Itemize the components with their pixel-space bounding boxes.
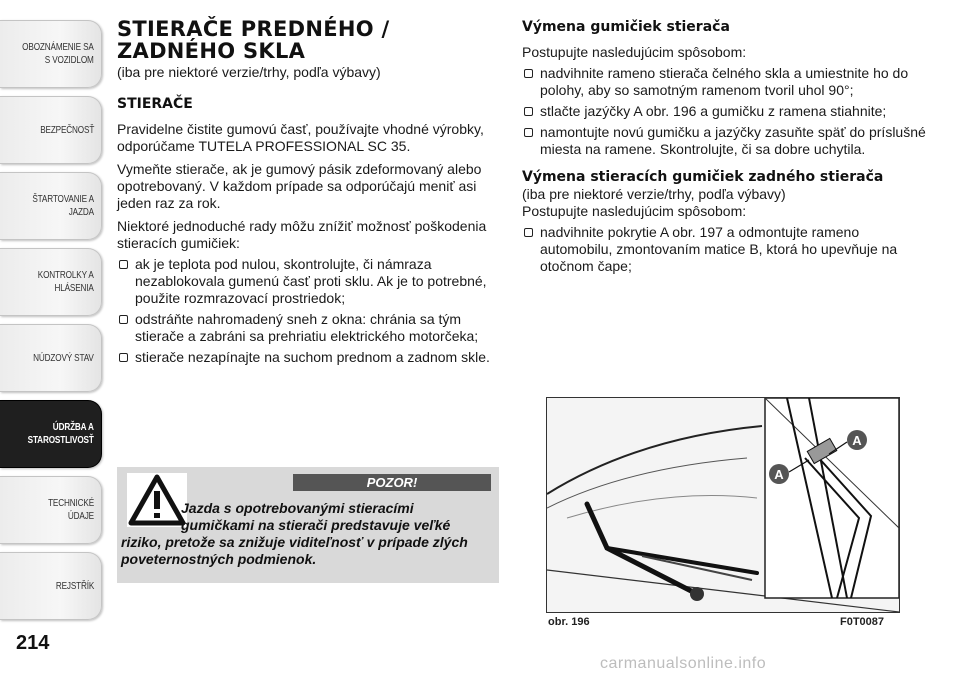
procedure-intro: Postupujte nasledujúcim spôsobom: xyxy=(522,44,747,60)
list-item: stlačte jazýčky A obr. 196 a gumičku z ramena stiahnite; xyxy=(522,103,934,120)
tab-label: BEZPEČNOSŤ xyxy=(40,123,94,136)
left-column xyxy=(117,18,499,370)
tab-kontrolky[interactable] xyxy=(0,248,102,316)
warning-box xyxy=(117,467,499,583)
tab-label: TECHNICKÉ ÚDAJE xyxy=(48,497,94,522)
tab-nudzovy-stav[interactable] xyxy=(0,324,102,392)
figure-196 xyxy=(546,397,900,613)
warning-line: gumičkami na stierači predstavuje veľké xyxy=(181,517,451,533)
wiper-illustration xyxy=(547,398,899,612)
paragraph-tips: Niektoré jednoduché rady môžu znížiť možnosť poškodenia stieracích gumičiek: xyxy=(117,218,487,251)
paragraph-cleaning: Pravidelne čistite gumovú časť, používajte vhodné výrobky, odporúčame TUTELA PROFESSIONAL SC 35. xyxy=(117,121,484,154)
tab-technicke-udaje[interactable] xyxy=(0,476,102,544)
figure-code: F0T0087 xyxy=(840,616,885,628)
callout-label: A xyxy=(852,433,862,448)
page-title: STIERAČE PREDNÉHO / ZADNÉHO SKLA xyxy=(117,17,390,63)
tab-udrzba-active[interactable] xyxy=(0,400,102,468)
rear-subtitle: (iba pre niektoré verzie/trhy, podľa výbavy) xyxy=(522,186,786,202)
paragraph-replace: Vymeňte stierače, ak je gumový pásik zdeformovaný alebo opotrebovaný. V každom prípade sa odporúčajú meniť asi jeden raz za rok. xyxy=(117,161,482,211)
warning-line: Jazda s opotrebovanými stieracími xyxy=(181,500,414,516)
procedure-intro: Postupujte nasledujúcim spôsobom: xyxy=(522,203,747,219)
warning-text xyxy=(121,500,495,568)
tab-oboznamenie[interactable] xyxy=(0,20,102,88)
warning-heading: POZOR! xyxy=(293,474,491,491)
tab-label: ÚDRŽBA A STAROSTLIVOSŤ xyxy=(27,421,94,446)
list-item: stierače nezapínajte na suchom prednom a zadnom skle. xyxy=(117,349,499,366)
tab-label: NÚDZOVÝ STAV xyxy=(33,351,94,364)
rear-procedure-list xyxy=(522,224,934,275)
heading-blade-replacement: Výmena gumičiek stierača xyxy=(522,19,730,35)
right-column xyxy=(522,18,934,279)
callout-label: A xyxy=(774,467,784,482)
tab-bezpecnost[interactable] xyxy=(0,96,102,164)
watermark: carmanualsonline.info xyxy=(600,655,767,672)
tab-label: REJSTŘÍK xyxy=(55,579,94,592)
list-item: ak je teplota pod nulou, skontrolujte, či námraza nezablokovala gumenú časť proti sklu. Ak je to potrebné, použite rozmrazovací prostriedok; xyxy=(117,256,499,307)
section-heading-stierace: STIERAČE xyxy=(117,96,193,112)
list-item: nadvihnite rameno stierača čelného skla a umiestnite ho do polohy, aby so samotným ramenom tvoril uhol 90°; xyxy=(522,65,934,99)
list-item: odstráňte nahromadený sneh z okna: chránia sa tým stierače a zabráni sa prehriatiu elektrického motorčeka; xyxy=(117,311,499,345)
tab-startovanie[interactable] xyxy=(0,172,102,240)
tab-label: OBOZNÁMENIE SA S VOZIDLOM xyxy=(22,41,94,66)
tips-list xyxy=(117,256,499,366)
front-procedure-list xyxy=(522,65,934,158)
title-subtitle: (iba pre niektoré verzie/trhy, podľa výbavy) xyxy=(117,64,381,80)
page-number: 214 xyxy=(16,632,50,654)
list-item: nadvihnite pokrytie A obr. 197 a odmontujte rameno automobilu, zmontovaním matice B, ktorá ho upevňuje na otočnom čape; xyxy=(522,224,934,275)
figure-caption: obr. 196 xyxy=(548,616,590,628)
tab-rejstrik[interactable] xyxy=(0,552,102,620)
chapter-sidebar xyxy=(0,20,102,628)
tab-label: ŠTARTOVANIE A JAZDA xyxy=(32,193,94,218)
tab-label: KONTROLKY A HLÁSENIA xyxy=(38,269,94,294)
warning-line: riziko, pretože sa znižuje viditeľnosť v prípade zlých poveternostných podmienok. xyxy=(121,534,468,567)
heading-rear-blade-replacement: Výmena stieracích gumičiek zadného stierača xyxy=(522,169,884,185)
list-item: namontujte novú gumičku a jazýčky zasuňte späť do príslušné miesta na ramene. Skontrolujte, či sa dobre uchytila. xyxy=(522,124,934,158)
